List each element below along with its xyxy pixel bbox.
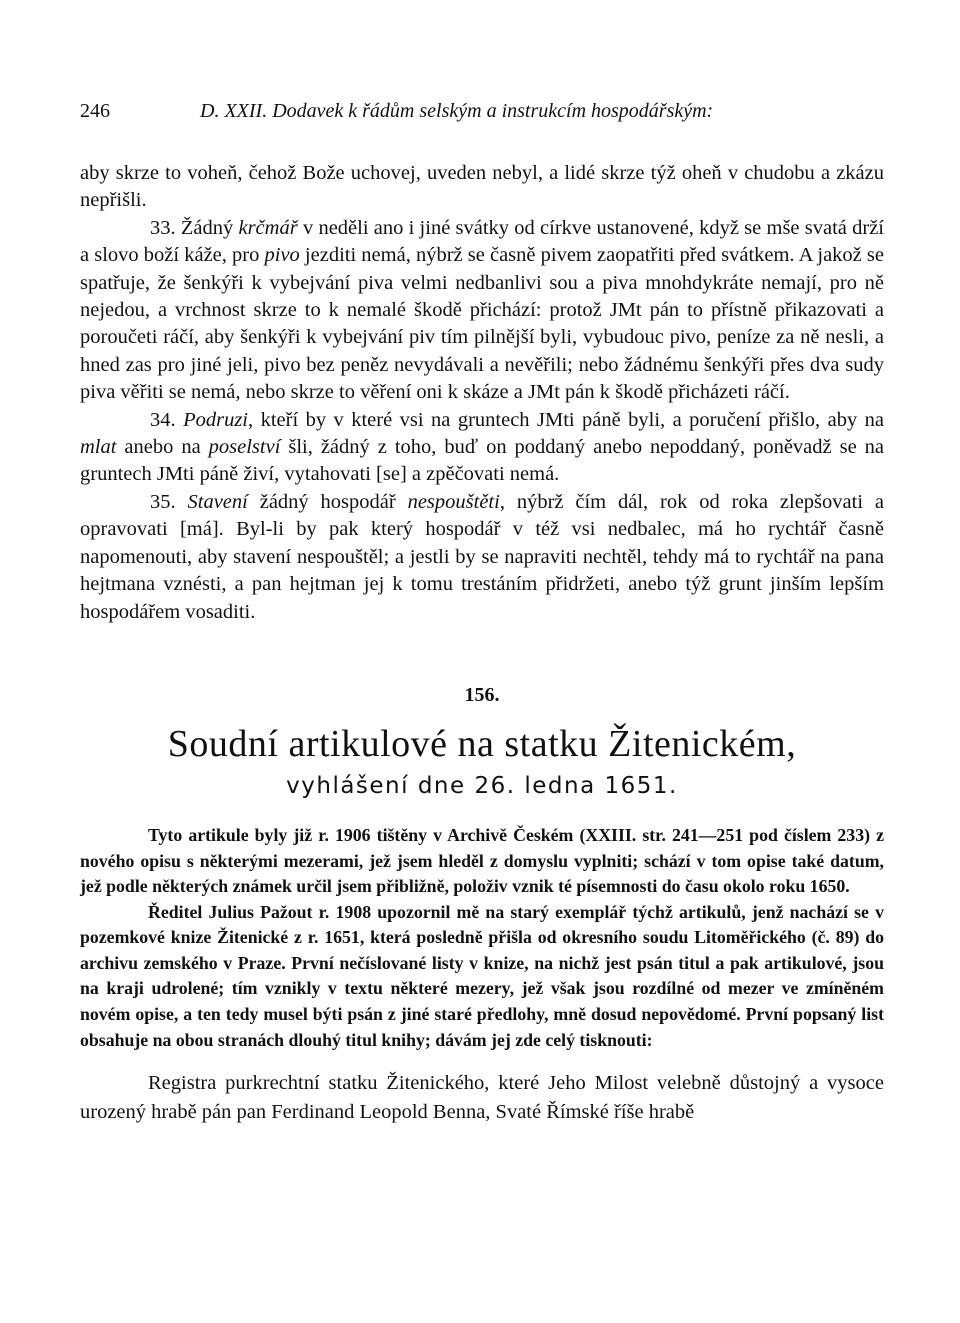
continuation-paragraph: aby skrze to voheň, čehož Bože uchovej, uveden nebyl, a lidé skrze týž oheň v chudobu a zkázu nepřišli. xyxy=(80,162,884,212)
page xyxy=(80,100,884,1127)
article-35 xyxy=(80,489,884,626)
note-paragraph: Ředitel Julius Pažout r. 1908 upozornil mě na starý exemplář týchž artikulů, jenž nachází se v pozemkové knize Žitenické z r. 1651, která posledně přišla od okresního soudu Litoměřického (č. 89) do archivu zemského v Praze. První nečíslované listy v knize, na nichž jest psán titul a pak artikulové, jsou na kraji udrolené; tím vznikly v textu některé mezery, jež však jsou rozdílné od mezer ve zmíněném novém opise, a ten tedy musel býti psán z jiné staré předlohy, mně dosud nepovědomé. První popsaný list obsahuje na obou stranách dlouhý titul knihy; dávám jej zde celý tisknouti: xyxy=(80,901,884,1050)
article-33-emphasis: pivo xyxy=(264,244,300,267)
article-33-text: 33. Žádný xyxy=(150,216,239,239)
body-text xyxy=(80,160,884,626)
article-35-text: žádný hospodář xyxy=(247,490,408,513)
running-header xyxy=(80,100,884,130)
page-number: 246 xyxy=(80,100,110,122)
article-34-text: 34. xyxy=(150,408,184,431)
document-subtitle: vyhlášení dne 26. ledna 1651. xyxy=(286,772,678,799)
document-number: 156. xyxy=(464,683,500,706)
article-34 xyxy=(80,407,884,489)
article-35-text: 35. xyxy=(150,490,188,513)
document-title: Soudní artikulové na statku Žitenickém, xyxy=(167,722,797,765)
article-33 xyxy=(80,215,884,407)
article-33-text: jezditi nemá, nýbrž se časně pivem zaopatřiti před svátkem. A jakož se spatřuje, že šenkýři k vybejvání piva velmi nedbanlivi sou a piva mnohdykráte nemají, pro ně nejedou, a vrchnost skrze to k nemalé škodě přichází: protož JMt pán to přístně přikazovati a poroučeti ráčí, aby šenkýři k vybejvání piv tím pilnější byli, vybudouc pivo, peníze za ně nesli, a hned zas pro jiné jeli, pivo bez peněz nevydávali a nevěřili; nebo žádnému šenkýři přes dva sudy piva věřiti se nemá, nebo skrze to věření oni k skáze a JMt pán k škodě přicházeti ráčí. xyxy=(80,244,884,404)
article-35-emphasis: nespouštěti xyxy=(407,490,500,513)
article-34-emphasis: mlat xyxy=(80,436,117,459)
article-34-emphasis: Podruzi xyxy=(183,408,249,431)
editorial-note xyxy=(80,823,884,1053)
article-34-emphasis: poselství xyxy=(208,436,281,459)
article-35-emphasis: Stavení xyxy=(187,490,248,513)
document-text xyxy=(80,1069,884,1127)
article-35-text: , nýbrž čím dál, rok od roka zlepšovati a opravovati [má]. Byl-li by pak který hospodář v též vsi nedbalec, má ho rychtář časně napomenouti, aby stavení nespouštěl; a jestli by se napraviti nechtěl, tehdy má to rychtář na pana hejtmana vznésti, a pan hejtman jej k tomu trestáním přidržeti, anebo týž grunt jinším lepším hospodářem vosaditi. xyxy=(80,490,884,623)
article-34-text: šli, žádný z toho, buď on poddaný anebo nepoddaný, poněvadž se na gruntech JMti páně živí, vytahovati [se] a zpěčovati nemá. xyxy=(80,436,884,486)
article-34-text: , kteří by v které vsi na gruntech JMti páně byli, a poručení přišlo, aby na xyxy=(248,408,884,431)
article-33-emphasis: krčmář xyxy=(238,216,298,239)
article-34-text: anebo na xyxy=(116,436,209,459)
document-paragraph: Registra purkrechtní statku Žitenického, které Jeho Milost velebně důstojný a vysoce urozený hrabě pán pan Ferdinand Leopold Benna, Svaté Římské říše hrabě xyxy=(80,1072,884,1124)
running-title: D. XXII. Dodavek k řádům selským a instrukcím hospodářským: xyxy=(200,100,714,122)
note-paragraph: Tyto artikule byly již r. 1906 tištěny v Archivě Českém (XXIII. str. 241—251 pod číslem 233) z nového opisu s některými mezerami, jež jsem hleděl z domyslu vyplniti; schází v tom opise také datum, jež podle některých známek určil jsem přibližně, položiv vznik té písemnosti do času okolo roku 1650. xyxy=(80,824,884,897)
article-33-text: v neděli ano i jiné svátky od církve ustanovené, když se mše svatá drží a slovo boží káže, pro xyxy=(80,216,884,267)
